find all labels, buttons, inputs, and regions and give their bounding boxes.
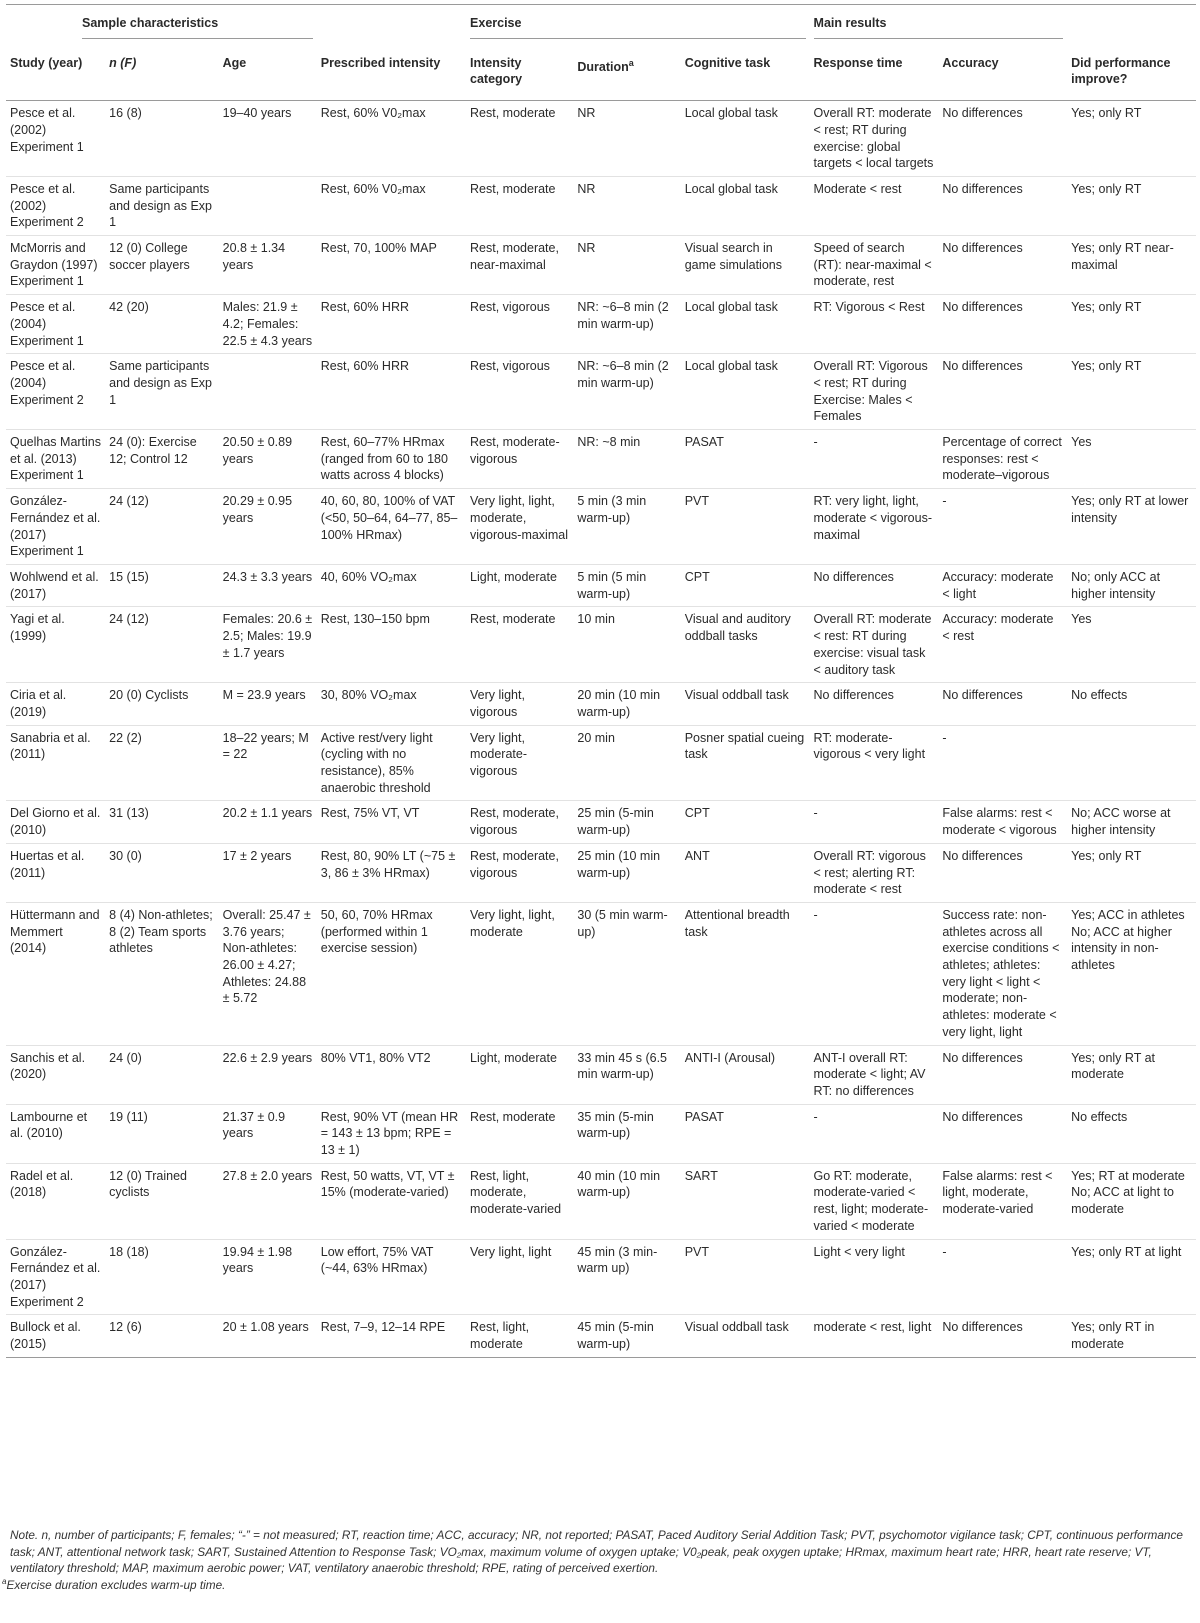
cell-n: 31 (13) (105, 801, 218, 843)
table-row (6, 843, 1196, 902)
cell-task: Posner spatial cueing task (681, 725, 810, 801)
cell-improve: No effects (1067, 1104, 1196, 1163)
cell-n: 42 (20) (105, 295, 218, 354)
cell-task: PASAT (681, 430, 810, 489)
cell-study: Yagi et al. (1999) (6, 607, 105, 683)
cell-category: Very light, vigorous (466, 683, 573, 725)
cell-n: 12 (0) College soccer players (105, 236, 218, 295)
cell-improve: Yes; only RT in moderate (1067, 1315, 1196, 1357)
cell-acc: No differences (938, 843, 1067, 902)
cell-intensity: Rest, 130–150 bpm (317, 607, 466, 683)
cell-category: Rest, moderate (466, 176, 573, 235)
cell-age: 20.8 ± 1.34 years (219, 236, 317, 295)
cell-intensity: Rest, 60% HRR (317, 354, 466, 430)
table-row (6, 236, 1196, 295)
cell-rt: Light < very light (810, 1239, 939, 1315)
cell-task: CPT (681, 564, 810, 606)
cell-duration: 25 min (10 min warm-up) (573, 843, 680, 902)
cell-intensity: 80% VT1, 80% VT2 (317, 1045, 466, 1104)
cell-age: 27.8 ± 2.0 years (219, 1163, 317, 1239)
cell-task: SART (681, 1163, 810, 1239)
cell-intensity: Rest, 60–77% HRmax (ranged from 60 to 180 watts across 4 blocks) (317, 430, 466, 489)
cell-duration: NR (573, 236, 680, 295)
cell-duration: 30 (5 min warm-up) (573, 902, 680, 1045)
cell-improve: Yes; only RT near-maximal (1067, 236, 1196, 295)
cell-category: Very light, light, moderate, vigorous-maximal (466, 489, 573, 565)
cell-duration: 45 min (5-min warm-up) (573, 1315, 680, 1357)
cell-intensity: Rest, 75% VT, VT (317, 801, 466, 843)
cell-category: Light, moderate (466, 1045, 573, 1104)
cell-category: Rest, vigorous (466, 354, 573, 430)
cell-rt: RT: moderate-vigorous < very light (810, 725, 939, 801)
cell-category: Rest, light, moderate (466, 1315, 573, 1357)
cell-task: Visual oddball task (681, 1315, 810, 1357)
cell-age: 22.6 ± 2.9 years (219, 1045, 317, 1104)
group-sample-characteristics: Sample characteristics (82, 15, 313, 39)
group-main-results: Main results (814, 15, 1064, 39)
table-row (6, 1315, 1196, 1357)
cell-study: Huertas et al. (2011) (6, 843, 105, 902)
table-body (6, 101, 1196, 1358)
cell-task: Attentional breadth task (681, 902, 810, 1045)
cell-age: 17 ± 2 years (219, 843, 317, 902)
cell-acc: No differences (938, 101, 1067, 177)
table-row (6, 1104, 1196, 1163)
cell-category: Very light, light (466, 1239, 573, 1315)
table-row (6, 1045, 1196, 1104)
cell-duration: 35 min (5-min warm-up) (573, 1104, 680, 1163)
cell-task: Local global task (681, 295, 810, 354)
cell-study: Lambourne et al. (2010) (6, 1104, 105, 1163)
table-row (6, 1239, 1196, 1315)
table-row (6, 489, 1196, 565)
cell-n: 8 (4) Non-athletes; 8 (2) Team sports athletes (105, 902, 218, 1045)
cell-task: Local global task (681, 101, 810, 177)
cell-study: González-Fernández et al. (2017) Experiment 1 (6, 489, 105, 565)
cell-study: Bullock et al. (2015) (6, 1315, 105, 1357)
cell-intensity: 40, 60% VO₂max (317, 564, 466, 606)
cell-n: 15 (15) (105, 564, 218, 606)
cell-rt: Overall RT: moderate < rest; RT during exercise: global targets < local targets (810, 101, 939, 177)
cell-intensity: Rest, 60% V0₂max (317, 176, 466, 235)
cell-age (219, 354, 317, 430)
cell-intensity: Rest, 60% HRR (317, 295, 466, 354)
col-age: Age (219, 45, 317, 101)
cell-acc: Accuracy: moderate < rest (938, 607, 1067, 683)
cell-n: Same participants and design as Exp 1 (105, 176, 218, 235)
cell-n: 22 (2) (105, 725, 218, 801)
cell-task: Visual and auditory oddball tasks (681, 607, 810, 683)
cell-category: Rest, moderate, vigorous (466, 843, 573, 902)
cell-acc: No differences (938, 1045, 1067, 1104)
table-row (6, 564, 1196, 606)
cell-acc: False alarms: rest < light, moderate, moderate-varied (938, 1163, 1067, 1239)
table-row (6, 430, 1196, 489)
cell-n: 16 (8) (105, 101, 218, 177)
col-response-time: Response time (810, 45, 939, 101)
cell-duration: 20 min (573, 725, 680, 801)
cell-duration: 33 min 45 s (6.5 min warm-up) (573, 1045, 680, 1104)
cell-rt: No differences (810, 564, 939, 606)
cell-rt: Overall RT: Vigorous < rest; RT during Exercise: Males < Females (810, 354, 939, 430)
cell-duration: 20 min (10 min warm-up) (573, 683, 680, 725)
cell-task: Visual oddball task (681, 683, 810, 725)
table-footnote: $^a$Exercise duration excludes warm-up time. (2, 1577, 226, 1592)
cell-improve: Yes (1067, 607, 1196, 683)
cell-improve: No effects (1067, 683, 1196, 725)
cell-study: Wohlwend et al. (2017) (6, 564, 105, 606)
cell-task: PVT (681, 1239, 810, 1315)
cell-rt: - (810, 1104, 939, 1163)
cell-study: González-Fernández et al. (2017) Experiment 2 (6, 1239, 105, 1315)
group-header-row (6, 5, 1196, 45)
cell-rt: ANT-I overall RT: moderate < light; AV RT: no differences (810, 1045, 939, 1104)
cell-rt: No differences (810, 683, 939, 725)
cell-improve: Yes; only RT (1067, 843, 1196, 902)
cell-duration: NR: ~8 min (573, 430, 680, 489)
cell-acc: No differences (938, 1104, 1067, 1163)
cell-rt: Speed of search (RT): near-maximal < moderate, rest (810, 236, 939, 295)
cell-category: Rest, moderate (466, 1104, 573, 1163)
cell-improve: Yes; only RT (1067, 101, 1196, 177)
cell-acc: Accuracy: moderate < light (938, 564, 1067, 606)
cell-study: Del Giorno et al. (2010) (6, 801, 105, 843)
cell-category: Light, moderate (466, 564, 573, 606)
cell-study: McMorris and Graydon (1997) Experiment 1 (6, 236, 105, 295)
cell-acc: No differences (938, 236, 1067, 295)
cell-acc: No differences (938, 295, 1067, 354)
table-row (6, 101, 1196, 177)
cell-improve: Yes; only RT (1067, 354, 1196, 430)
cell-study: Pesce et al. (2004) Experiment 1 (6, 295, 105, 354)
cell-task: Visual search in game simulations (681, 236, 810, 295)
cell-age: 20.29 ± 0.95 years (219, 489, 317, 565)
cell-duration: NR (573, 176, 680, 235)
column-header-row (6, 45, 1196, 101)
cell-age: 24.3 ± 3.3 years (219, 564, 317, 606)
cell-rt: Go RT: moderate, moderate-varied < rest, light; moderate-varied < moderate (810, 1163, 939, 1239)
cell-category: Rest, moderate, vigorous (466, 801, 573, 843)
cell-study: Sanchis et al. (2020) (6, 1045, 105, 1104)
cell-acc: No differences (938, 683, 1067, 725)
cell-age: 20 ± 1.08 years (219, 1315, 317, 1357)
cell-acc: No differences (938, 1315, 1067, 1357)
cell-age: Females: 20.6 ± 2.5; Males: 19.9 ± 1.7 years (219, 607, 317, 683)
cell-n: 12 (6) (105, 1315, 218, 1357)
cell-task: CPT (681, 801, 810, 843)
cell-category: Very light, light, moderate (466, 902, 573, 1045)
cell-intensity: Rest, 7–9, 12–14 RPE (317, 1315, 466, 1357)
table-row (6, 725, 1196, 801)
cell-duration: NR (573, 101, 680, 177)
cell-intensity: 40, 60, 80, 100% of VAT (<50, 50–64, 64–77, 85–100% HRmax) (317, 489, 466, 565)
col-duration: Duration$^a$ (573, 45, 680, 101)
cell-n: 12 (0) Trained cyclists (105, 1163, 218, 1239)
cell-study: Sanabria et al. (2011) (6, 725, 105, 801)
cell-duration: 10 min (573, 607, 680, 683)
table-row (6, 902, 1196, 1045)
cell-n: 24 (0) (105, 1045, 218, 1104)
cell-improve: Yes; only RT at lower intensity (1067, 489, 1196, 565)
table-row (6, 176, 1196, 235)
table-row (6, 295, 1196, 354)
table-row (6, 801, 1196, 843)
cell-category: Rest, moderate-vigorous (466, 430, 573, 489)
cell-task: PASAT (681, 1104, 810, 1163)
group-exercise: Exercise (470, 15, 806, 39)
cell-acc: - (938, 725, 1067, 801)
table-row (6, 1163, 1196, 1239)
cell-rt: RT: very light, light, moderate < vigorous-maximal (810, 489, 939, 565)
cell-intensity: Rest, 50 watts, VT, VT ± 15% (moderate-varied) (317, 1163, 466, 1239)
cell-rt: - (810, 801, 939, 843)
cell-improve: Yes; only RT (1067, 176, 1196, 235)
col-accuracy: Accuracy (938, 45, 1067, 101)
cell-acc: - (938, 489, 1067, 565)
cell-rt: Overall RT: moderate < rest: RT during exercise: visual task < auditory task (810, 607, 939, 683)
cell-n: 24 (12) (105, 607, 218, 683)
cell-duration: 25 min (5-min warm-up) (573, 801, 680, 843)
cell-task: Local global task (681, 176, 810, 235)
col-n: n (F) (105, 45, 218, 101)
cell-age: 21.37 ± 0.9 years (219, 1104, 317, 1163)
cell-category: Rest, moderate (466, 101, 573, 177)
cell-category: Rest, vigorous (466, 295, 573, 354)
cell-n: 20 (0) Cyclists (105, 683, 218, 725)
col-study: Study (year) (6, 45, 105, 101)
cell-study: Quelhas Martins et al. (2013) Experiment 1 (6, 430, 105, 489)
cell-task: Local global task (681, 354, 810, 430)
cell-duration: 45 min (3 min-warm up) (573, 1239, 680, 1315)
col-improve: Did performance improve? (1067, 45, 1196, 101)
cell-improve: Yes; RT at moderate No; ACC at light to moderate (1067, 1163, 1196, 1239)
cell-intensity: Rest, 90% VT (mean HR = 143 ± 13 bpm; RPE = 13 ± 1) (317, 1104, 466, 1163)
cell-age: 20.50 ± 0.89 years (219, 430, 317, 489)
cell-category: Very light, moderate-vigorous (466, 725, 573, 801)
table-row (6, 607, 1196, 683)
cell-task: PVT (681, 489, 810, 565)
cell-n: 30 (0) (105, 843, 218, 902)
cell-rt: - (810, 902, 939, 1045)
cell-acc: No differences (938, 176, 1067, 235)
cell-duration: 5 min (3 min warm-up) (573, 489, 680, 565)
cell-acc: No differences (938, 354, 1067, 430)
cell-rt: - (810, 430, 939, 489)
cell-study: Ciria et al. (2019) (6, 683, 105, 725)
cell-study: Pesce et al. (2004) Experiment 2 (6, 354, 105, 430)
cell-category: Rest, light, moderate, moderate-varied (466, 1163, 573, 1239)
cell-n: 19 (11) (105, 1104, 218, 1163)
cell-age: Males: 21.9 ± 4.2; Females: 22.5 ± 4.3 years (219, 295, 317, 354)
cell-age: M = 23.9 years (219, 683, 317, 725)
cell-study: Radel et al. (2018) (6, 1163, 105, 1239)
cell-age: 18–22 years; M = 22 (219, 725, 317, 801)
cell-improve: Yes; only RT at light (1067, 1239, 1196, 1315)
cell-task: ANTI-I (Arousal) (681, 1045, 810, 1104)
cell-acc: False alarms: rest < moderate < vigorous (938, 801, 1067, 843)
cell-task: ANT (681, 843, 810, 902)
cell-rt: Moderate < rest (810, 176, 939, 235)
cell-improve: Yes (1067, 430, 1196, 489)
cell-improve: No; only ACC at higher intensity (1067, 564, 1196, 606)
cell-improve (1067, 725, 1196, 801)
cell-age: 19–40 years (219, 101, 317, 177)
cell-intensity: 50, 60, 70% HRmax (performed within 1 exercise session) (317, 902, 466, 1045)
table-note: Note. n, number of participants; F, females; “-” = not measured; RT, reaction time; ACC, accuracy; NR, not reported; PASAT, Paced Auditory Serial Addition Task; PVT, psychomotor vigilance task; CPT, continuous performance task; ANT, attentional network task; SART, Sustained Attention to Response Task; VO₂max, maximum volume of oxygen uptake; V0₂peak, peak oxygen uptake; HRmax, maximum heart rate; HRR, heart rate reserve; VT, ventilatory threshold; MAP, maximum aerobic power; VAT, ventilatory anaerobic threshold; RPE, rating of perceived exertion. (10, 1528, 1183, 1575)
cell-duration: NR: ~6–8 min (2 min warm-up) (573, 295, 680, 354)
cell-category: Rest, moderate (466, 607, 573, 683)
cell-duration: NR: ~6–8 min (2 min warm-up) (573, 354, 680, 430)
cell-age: Overall: 25.47 ± 3.76 years; Non-athletes: 26.00 ± 4.27; Athletes: 24.88 ± 5.72 (219, 902, 317, 1045)
cell-improve: Yes; only RT at moderate (1067, 1045, 1196, 1104)
cell-rt: moderate < rest, light (810, 1315, 939, 1357)
cell-rt: RT: Vigorous < Rest (810, 295, 939, 354)
cell-rt: Overall RT: vigorous < rest; alerting RT: moderate < rest (810, 843, 939, 902)
table-row (6, 683, 1196, 725)
cell-n: Same participants and design as Exp 1 (105, 354, 218, 430)
table-row (6, 354, 1196, 430)
cell-study: Pesce et al. (2002) Experiment 1 (6, 101, 105, 177)
cell-study: Pesce et al. (2002) Experiment 2 (6, 176, 105, 235)
cell-duration: 40 min (10 min warm-up) (573, 1163, 680, 1239)
cell-improve: Yes; only RT (1067, 295, 1196, 354)
cell-age (219, 176, 317, 235)
cell-improve: Yes; ACC in athletes No; ACC at higher intensity in non-athletes (1067, 902, 1196, 1045)
study-table (6, 4, 1196, 1358)
cell-duration: 5 min (5 min warm-up) (573, 564, 680, 606)
cell-n: 24 (12) (105, 489, 218, 565)
col-prescribed-intensity: Prescribed intensity (317, 45, 466, 101)
cell-intensity: Low effort, 75% VAT (~44, 63% HRmax) (317, 1239, 466, 1315)
cell-age: 19.94 ± 1.98 years (219, 1239, 317, 1315)
cell-n: 24 (0): Exercise 12; Control 12 (105, 430, 218, 489)
cell-acc: Success rate: non-athletes across all exercise conditions < athletes; athletes: very light < light < moderate; non-athletes: moderate < very light, light (938, 902, 1067, 1045)
col-cognitive-task: Cognitive task (681, 45, 810, 101)
cell-acc: - (938, 1239, 1067, 1315)
cell-intensity: Rest, 80, 90% LT (~75 ± 3, 86 ± 3% HRmax) (317, 843, 466, 902)
cell-intensity: Rest, 60% V0₂max (317, 101, 466, 177)
cell-acc: Percentage of correct responses: rest < moderate–vigorous (938, 430, 1067, 489)
col-intensity-category: Intensity category (466, 45, 573, 101)
cell-category: Rest, moderate, near-maximal (466, 236, 573, 295)
cell-study: Hüttermann and Memmert (2014) (6, 902, 105, 1045)
cell-intensity: Active rest/very light (cycling with no resistance), 85% anaerobic threshold (317, 725, 466, 801)
cell-intensity: 30, 80% VO₂max (317, 683, 466, 725)
cell-n: 18 (18) (105, 1239, 218, 1315)
cell-intensity: Rest, 70, 100% MAP (317, 236, 466, 295)
cell-age: 20.2 ± 1.1 years (219, 801, 317, 843)
cell-improve: No; ACC worse at higher intensity (1067, 801, 1196, 843)
